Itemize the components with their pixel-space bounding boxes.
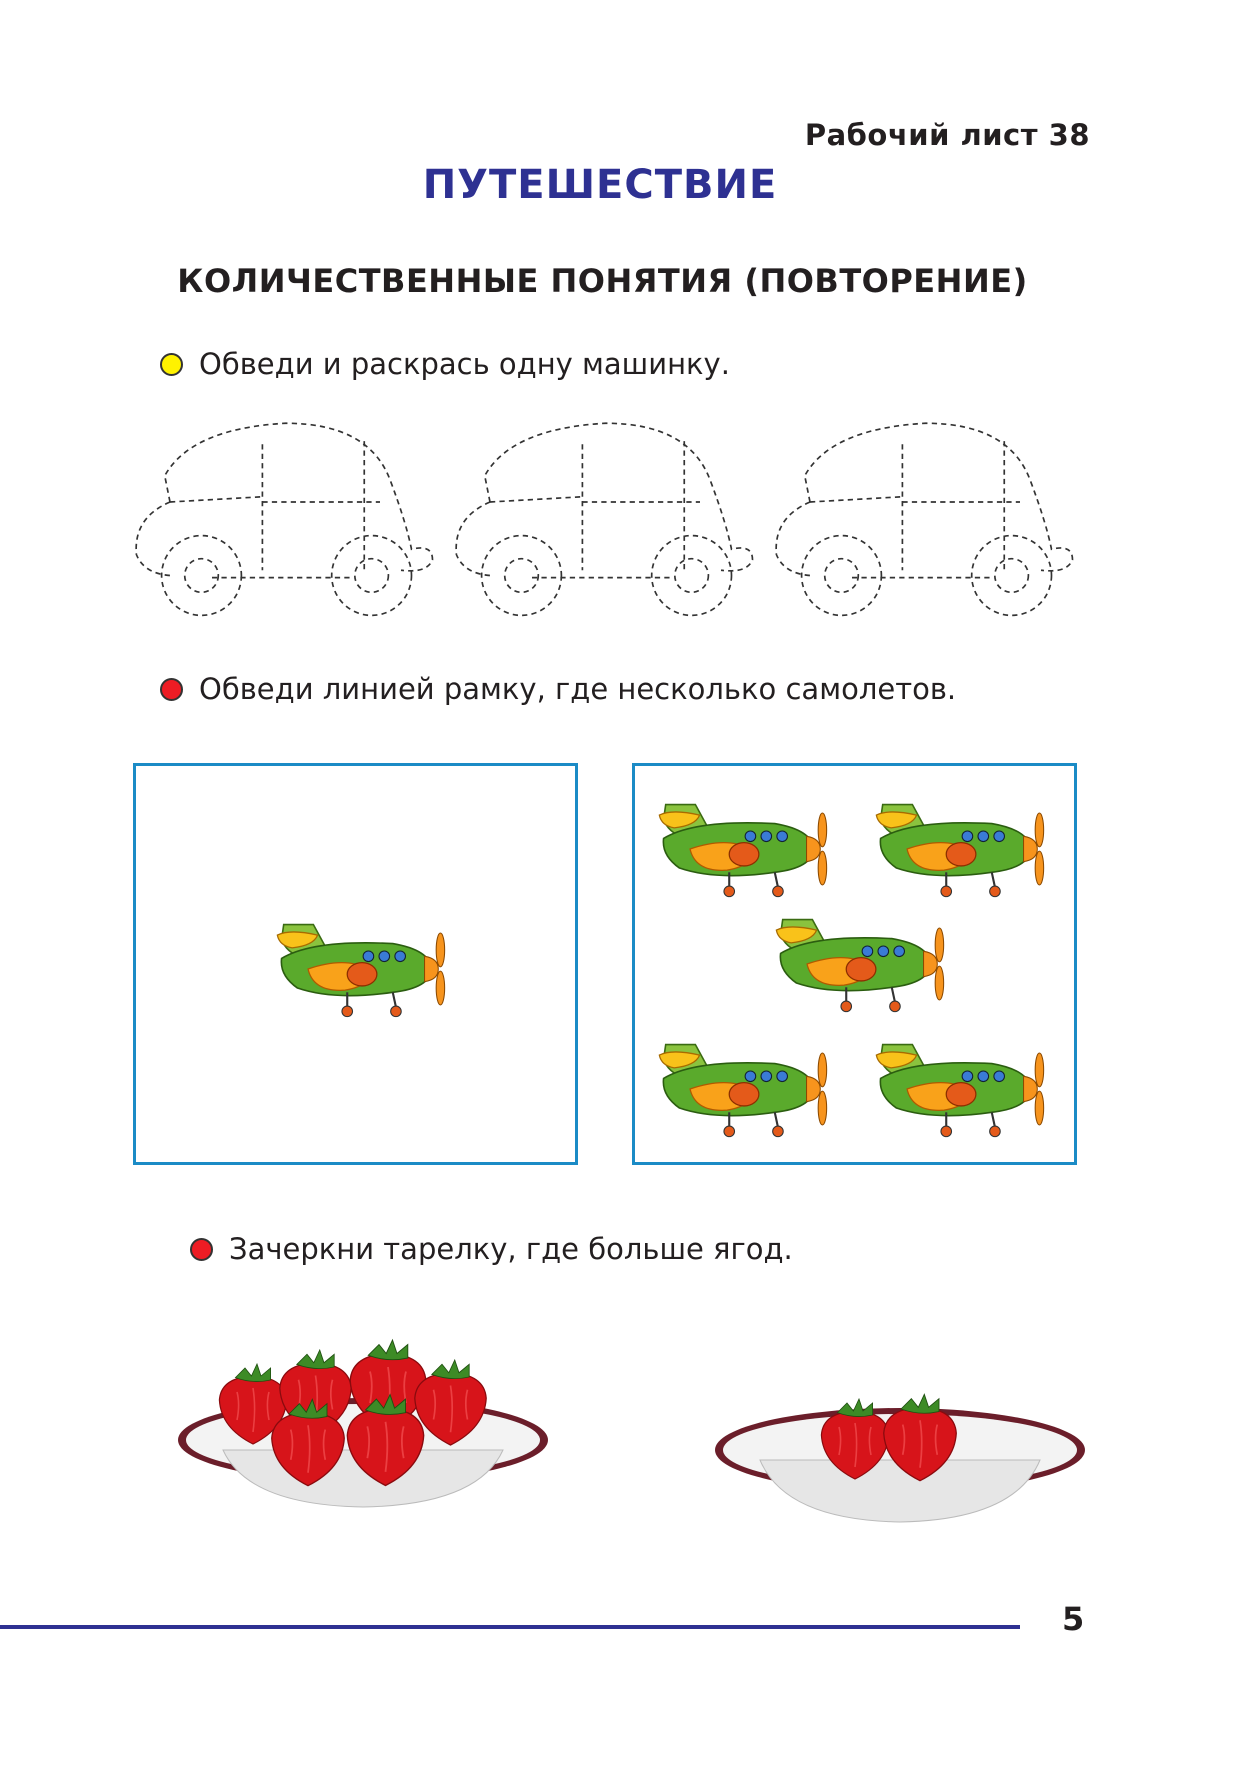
frame-one-airplane[interactable] — [133, 763, 578, 1165]
task-3-text: Зачеркни тарелку, где больше ягод. — [229, 1232, 793, 1266]
car-outlines — [128, 418, 1128, 638]
frame-many-airplanes[interactable] — [632, 763, 1077, 1165]
task-3 — [190, 1232, 793, 1266]
airplane-icon — [653, 1036, 833, 1142]
red-bullet-icon — [190, 1238, 213, 1261]
plate-few-berries[interactable] — [705, 1375, 1095, 1535]
airplane-icon — [653, 796, 833, 902]
airplane-icon — [770, 911, 950, 1017]
sheet-label: Рабочий лист 38 — [804, 118, 1090, 152]
footer-line — [0, 1625, 1020, 1629]
car-row — [128, 418, 1128, 638]
plate-many-berries[interactable] — [168, 1335, 558, 1515]
page-title: ПУТЕШЕСТВИЕ — [422, 162, 778, 208]
car-outline-icon — [136, 423, 432, 615]
task-2 — [160, 672, 956, 706]
plate-many-berries-image — [168, 1335, 558, 1515]
yellow-bullet-icon — [160, 353, 183, 376]
task-1-text: Обведи и раскрась одну машинку. — [199, 347, 730, 381]
car-outline-icon — [456, 423, 752, 615]
page-subtitle: КОЛИЧЕСТВЕННЫЕ ПОНЯТИЯ (ПОВТОРЕНИЕ) — [177, 262, 1028, 300]
airplane-icon — [271, 916, 451, 1022]
airplane-icon — [870, 796, 1050, 902]
task-2-text: Обведи линией рамку, где несколько самолетов. — [199, 672, 957, 706]
airplane-icon — [870, 1036, 1050, 1142]
red-bullet-icon — [160, 678, 183, 701]
plate-few-berries-image — [705, 1375, 1095, 1535]
task-1 — [160, 347, 730, 381]
page-number: 5 — [1062, 1600, 1085, 1638]
car-outline-icon — [776, 423, 1072, 615]
